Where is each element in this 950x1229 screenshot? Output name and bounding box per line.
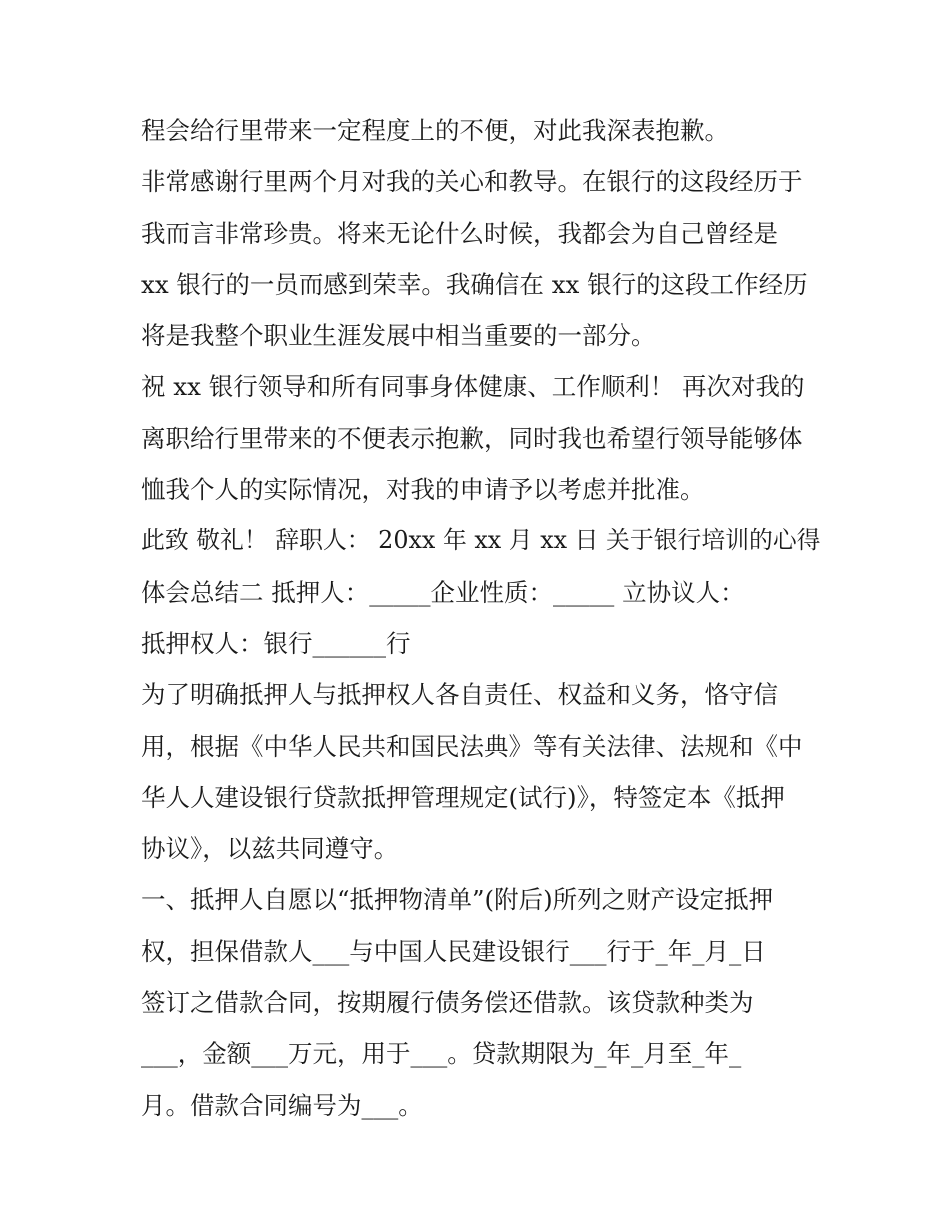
text-line: 协议》，以兹共同遵守。 (141, 834, 399, 864)
text-line: 签订之借款合同，按期履行债务偿还借款。该贷款种类为 (141, 988, 754, 1018)
text-line: 权，担保借款人___与中国人民建设银行___行于_年_月_日 (141, 936, 766, 966)
text-line: 此致 敬礼！ 辞职人： 20xx 年 xx 月 xx 日 关于银行培训的心得 (141, 526, 821, 555)
text-line: 体会总结二 抵押人：_____企业性质：_____ 立协议人： (141, 577, 745, 607)
text-line: 程会给行里带来一定程度上的不便，对此我深表抱歉。 (141, 116, 729, 145)
text-line: 华人人建设银行贷款抵押管理规定(试行)》，特签定本《抵押 (141, 782, 785, 812)
text-line: xx 银行的一员而感到荣幸。我确信在 xx 银行的这段工作经历 (141, 269, 808, 299)
text-line: 用，根据《中华人民共和国民法典》等有关法律、法规和《中 (141, 731, 803, 761)
document-body (141, 108, 821, 1134)
text-line: 将是我整个职业生涯发展中相当重要的一部分。 (141, 321, 656, 351)
text-line: 非常感谢行里两个月对我的关心和教导。在银行的这段经历于 (141, 167, 803, 197)
text-line: 我而言非常珍贵。将来无论什么时候，我都会为自己曾经是 (141, 218, 778, 248)
text-line: 一、抵押人自愿以“抵押物清单”(附后)所列之财产设定抵押 (141, 885, 774, 915)
text-line: 恤我个人的实际情况，对我的申请予以考虑并批准。 (141, 475, 705, 505)
text-line: 月。借款合同编号为___。 (141, 1090, 423, 1120)
text-line: 离职给行里带来的不便表示抱歉，同时我也希望行领导能够体 (141, 423, 803, 453)
text-line: 祝 xx 银行领导和所有同事身体健康、工作顺利！ 再次对我的 (141, 372, 805, 402)
text-line: ___，金额___万元，用于___。贷款期限为_年_月至_年_ (141, 1039, 742, 1069)
text-line: 为了明确抵押人与抵押权人各自责任、权益和义务，恪守信 (141, 680, 778, 710)
text-line: 抵押权人：银行______行 (141, 628, 411, 658)
